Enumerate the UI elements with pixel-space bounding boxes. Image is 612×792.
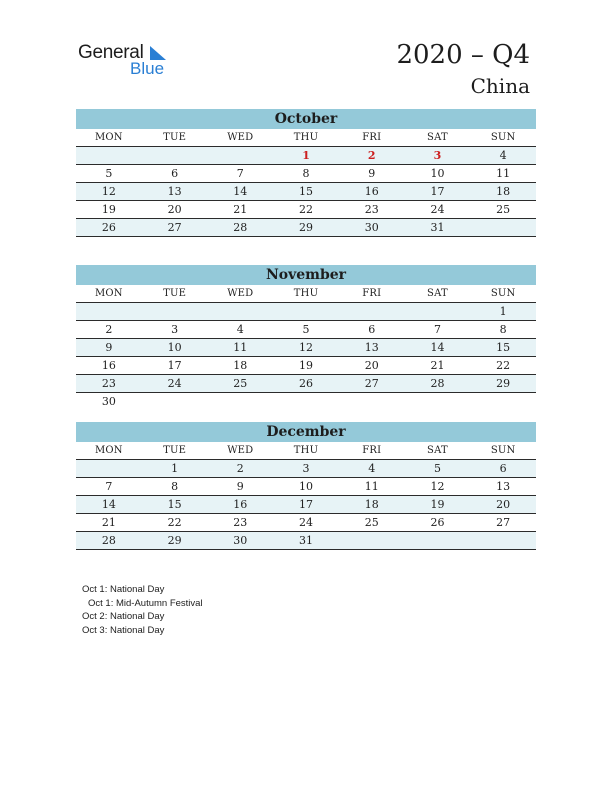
day-cell: 12 [299, 341, 314, 354]
day-cell: 7 [236, 167, 244, 180]
week-row [76, 147, 536, 165]
empty-day-cell [76, 303, 142, 320]
week-row [76, 165, 536, 183]
day-cell: 24 [430, 203, 445, 216]
day-cell: 30 [101, 395, 116, 408]
weekday-label: SUN [490, 445, 516, 456]
day-cell: 11 [233, 341, 248, 354]
day-cell: 18 [233, 359, 248, 372]
weekday-label: THU [293, 445, 319, 456]
weekday-label: FRI [362, 288, 382, 299]
day-cell: 25 [364, 516, 379, 529]
month-name: December [76, 422, 536, 442]
day-cell: 15 [496, 341, 511, 354]
empty-day-cell [207, 147, 273, 164]
weekday-label: MON [94, 288, 123, 299]
day-cell: 29 [299, 221, 314, 234]
day-cell: 22 [167, 516, 182, 529]
logo-general-text: General [78, 42, 144, 63]
empty-day-cell [207, 303, 273, 320]
day-cell: 24 [167, 377, 182, 390]
weekday-label: FRI [362, 445, 382, 456]
day-cell: 17 [430, 185, 445, 198]
weekday-label: SAT [427, 288, 448, 299]
weekday-label: TUE [163, 288, 187, 299]
day-cell: 5 [433, 462, 441, 475]
month-november [76, 265, 536, 410]
weekday-label: MON [94, 132, 123, 143]
day-cell: 13 [167, 185, 182, 198]
week-row [76, 321, 536, 339]
day-cell: 3 [433, 149, 442, 162]
week-row [76, 219, 536, 237]
day-cell: 16 [364, 185, 379, 198]
weekday-label: SAT [427, 132, 448, 143]
day-cell: 21 [430, 359, 445, 372]
weekday-header-row [76, 129, 536, 147]
empty-day-cell [142, 147, 208, 164]
day-cell: 23 [364, 203, 379, 216]
day-cell: 1 [499, 305, 507, 318]
day-cell: 16 [101, 359, 116, 372]
day-cell: 18 [364, 498, 379, 511]
weekday-label: TUE [163, 132, 187, 143]
logo-blue-text: Blue [130, 59, 165, 78]
holiday-note: Oct 3: National Day [82, 624, 165, 636]
day-cell: 28 [430, 377, 445, 390]
day-cell: 10 [430, 167, 445, 180]
day-cell: 9 [105, 341, 113, 354]
empty-day-cell [142, 393, 208, 410]
holiday-note: Oct 1: Mid-Autumn Festival [88, 597, 203, 609]
day-cell: 27 [364, 377, 379, 390]
day-cell: 16 [233, 498, 248, 511]
empty-day-cell [273, 393, 339, 410]
week-row [76, 478, 536, 496]
day-cell: 3 [171, 323, 179, 336]
day-cell: 21 [233, 203, 248, 216]
day-cell: 2 [105, 323, 113, 336]
day-cell: 31 [299, 534, 314, 547]
day-cell: 14 [233, 185, 248, 198]
weekday-header-row [76, 442, 536, 460]
weekday-label: SUN [490, 288, 516, 299]
day-cell: 27 [496, 516, 511, 529]
day-cell: 15 [167, 498, 182, 511]
day-cell: 28 [233, 221, 248, 234]
day-cell: 8 [499, 323, 507, 336]
empty-day-cell [142, 303, 208, 320]
week-row [76, 183, 536, 201]
weekday-label: SUN [490, 132, 516, 143]
weekday-label: MON [94, 445, 123, 456]
day-cell: 28 [101, 534, 116, 547]
day-cell: 24 [299, 516, 314, 529]
week-row [76, 496, 536, 514]
day-cell: 5 [105, 167, 113, 180]
week-row [76, 393, 536, 410]
day-cell: 20 [496, 498, 511, 511]
day-cell: 13 [364, 341, 379, 354]
weekday-label: THU [293, 288, 319, 299]
weekday-label: WED [227, 132, 254, 143]
week-row [76, 532, 536, 550]
empty-day-cell [405, 393, 471, 410]
empty-day-cell [405, 303, 471, 320]
day-cell: 7 [105, 480, 113, 493]
day-cell: 2 [367, 149, 376, 162]
day-cell: 26 [430, 516, 445, 529]
day-cell: 27 [167, 221, 182, 234]
day-cell: 30 [233, 534, 248, 547]
day-cell: 19 [430, 498, 445, 511]
day-cell: 1 [171, 462, 179, 475]
day-cell: 19 [101, 203, 116, 216]
day-cell: 12 [101, 185, 116, 198]
empty-day-cell [470, 393, 536, 410]
day-cell: 26 [299, 377, 314, 390]
empty-day-cell [76, 460, 142, 477]
empty-day-cell [339, 393, 405, 410]
empty-day-cell [207, 393, 273, 410]
day-cell: 22 [496, 359, 511, 372]
day-cell: 12 [430, 480, 445, 493]
day-cell: 21 [101, 516, 116, 529]
day-cell: 14 [101, 498, 116, 511]
day-cell: 10 [299, 480, 314, 493]
day-cell: 18 [496, 185, 511, 198]
month-name: November [76, 265, 536, 285]
day-cell: 20 [364, 359, 379, 372]
day-cell: 6 [368, 323, 376, 336]
day-cell: 6 [171, 167, 179, 180]
day-cell: 29 [167, 534, 182, 547]
day-cell: 2 [236, 462, 244, 475]
week-row [76, 303, 536, 321]
holiday-note: Oct 2: National Day [82, 611, 165, 622]
day-cell: 25 [233, 377, 248, 390]
day-cell: 6 [499, 462, 507, 475]
day-cell: 22 [299, 203, 314, 216]
weekday-label: WED [227, 288, 254, 299]
month-name: October [76, 109, 536, 129]
holiday-notes [82, 583, 203, 637]
weekday-label: WED [227, 445, 254, 456]
empty-day-cell [76, 147, 142, 164]
empty-day-cell [470, 532, 536, 549]
day-cell: 11 [496, 167, 511, 180]
day-cell: 26 [101, 221, 116, 234]
day-cell: 29 [496, 377, 511, 390]
weekday-header-row [76, 285, 536, 303]
day-cell: 3 [302, 462, 310, 475]
weekday-label: THU [293, 132, 319, 143]
day-cell: 7 [433, 323, 441, 336]
month-december [76, 422, 536, 550]
day-cell: 5 [302, 323, 310, 336]
weekday-label: TUE [163, 445, 187, 456]
empty-day-cell [339, 532, 405, 549]
day-cell: 13 [496, 480, 511, 493]
day-cell: 15 [299, 185, 314, 198]
day-cell: 25 [496, 203, 511, 216]
holiday-note: Oct 1: National Day [82, 584, 165, 595]
week-row [76, 201, 536, 219]
day-cell: 11 [364, 480, 379, 493]
page-title: 2020 – Q4 [396, 40, 530, 70]
weekday-label: SAT [427, 445, 448, 456]
logo [78, 42, 178, 78]
week-row [76, 357, 536, 375]
day-cell: 14 [430, 341, 445, 354]
day-cell: 1 [302, 149, 310, 162]
day-cell: 31 [430, 221, 445, 234]
empty-day-cell [470, 219, 536, 236]
empty-day-cell [405, 532, 471, 549]
day-cell: 9 [368, 167, 376, 180]
weekday-label: FRI [362, 132, 382, 143]
month-october [76, 109, 536, 237]
day-cell: 30 [364, 221, 379, 234]
day-cell: 8 [302, 167, 310, 180]
day-cell: 17 [167, 359, 182, 372]
day-cell: 19 [299, 359, 314, 372]
day-cell: 20 [167, 203, 182, 216]
day-cell: 8 [171, 480, 179, 493]
week-row [76, 339, 536, 357]
day-cell: 4 [368, 462, 376, 475]
day-cell: 23 [233, 516, 248, 529]
week-row [76, 375, 536, 393]
week-row [76, 514, 536, 532]
logo-flag-icon [150, 46, 166, 60]
day-cell: 10 [167, 341, 182, 354]
day-cell: 23 [101, 377, 116, 390]
day-cell: 9 [236, 480, 244, 493]
day-cell: 17 [299, 498, 314, 511]
empty-day-cell [273, 303, 339, 320]
day-cell: 4 [499, 149, 507, 162]
week-row [76, 460, 536, 478]
page-subtitle: China [470, 74, 530, 98]
day-cell: 4 [236, 323, 244, 336]
empty-day-cell [339, 303, 405, 320]
